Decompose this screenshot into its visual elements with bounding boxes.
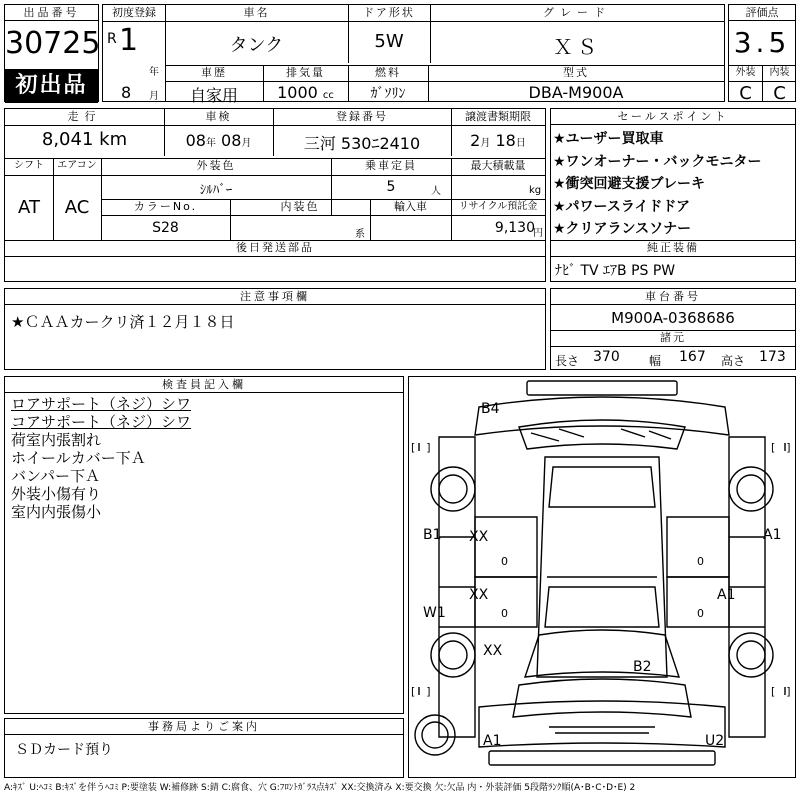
inspector-note: 室内内張傷小 <box>11 503 102 521</box>
displacement-label: 排気量 <box>286 66 325 79</box>
first-reg-label: 初度登録 <box>112 6 156 19</box>
office-label: 事務局よりご案内 <box>5 719 403 735</box>
inspection-year: 08 <box>185 131 206 150</box>
mileage-label: 走行 <box>67 110 102 123</box>
score-value: 3.5 <box>733 26 791 59</box>
inspector-note: 荷室内張割れ <box>11 431 102 449</box>
history-label: 車歴 <box>201 66 227 79</box>
chassis-label: 車台番号 <box>551 289 795 305</box>
plate-label: 登録番号 <box>336 110 388 123</box>
door-label: ドア形状 <box>363 6 415 19</box>
ext-color-value: ｼﾙﾊﾞｰ <box>199 183 233 198</box>
ext-color-label: 外装色 <box>196 159 236 172</box>
caution-value: ★ＣＡＡカークリ済１２月１８日 <box>11 313 235 331</box>
ext-score-label: 外装 <box>735 67 756 78</box>
mirror-bracket: [ ] <box>771 685 791 698</box>
mark-b1: B1 <box>423 527 442 543</box>
lot-label: 出品番号 <box>5 5 98 21</box>
inspection-year-unit: 年 <box>205 138 216 149</box>
mirror-bracket: [ ] <box>411 441 431 454</box>
plate-value: 三河 530ﾆ2410 <box>303 134 421 153</box>
first-reg-month-unit: 月 <box>149 91 159 102</box>
inspection-label: 車検 <box>205 110 232 123</box>
max-load-unit: kg <box>529 185 542 196</box>
inspector-note: コアサポート（ネジ）シワ <box>11 413 192 431</box>
mark-xx-2: XX <box>469 587 489 603</box>
first-listing-badge: 初出品 <box>5 69 98 103</box>
shift-label: シフト <box>14 160 44 171</box>
capacity-number: 5 <box>386 179 396 195</box>
later-parts-label: 後日発送部品 <box>236 241 314 254</box>
sales-point-item: ★パワースライドドア <box>553 198 691 215</box>
lot-block <box>4 4 99 102</box>
caution-block <box>4 288 546 370</box>
mark-zero: 0 <box>697 555 704 568</box>
detail-grid <box>4 108 546 282</box>
first-reg-year: 1 <box>119 23 139 58</box>
mark-w1: W1 <box>423 605 446 621</box>
aircon-label: エアコン <box>57 160 97 171</box>
inspector-label: 検査員記入欄 <box>5 377 403 393</box>
legend-text: A:ｷｽﾞ U:ﾍｺﾐ B:ｷｽﾞを伴うﾍｺﾐ P:要塗装 W:補修跡 S:錆 C:腐食、穴 G:ﾌﾛﾝﾄｶﾞﾗｽ点ｷｽﾞ XX:交換済み X:要交換 欠:欠品 内・外装評価 5段階ﾗﾝｸ順(A･B･C･D･E) 2 <box>4 783 636 793</box>
inspector-note: ロアサポート（ネジ）シワ <box>11 395 192 413</box>
aircon-value: AC <box>64 197 90 218</box>
displacement-number: 1000 <box>277 83 318 102</box>
transfer-month: 2 <box>470 131 481 150</box>
capacity-unit: 人 <box>431 186 441 197</box>
mark-b2: B2 <box>633 659 652 675</box>
mirror-bracket: [ ] <box>771 441 791 454</box>
mark-zero: 0 <box>501 607 508 620</box>
spec-width-label: 幅 <box>649 354 662 368</box>
color-no-value: S28 <box>152 220 179 236</box>
transfer-value <box>451 131 545 150</box>
inspector-note: 外装小傷有り <box>11 485 102 503</box>
chassis-block <box>550 288 796 370</box>
spec-height: 173 <box>759 349 786 365</box>
ext-score: C <box>739 83 752 104</box>
shift-value: AT <box>18 197 40 218</box>
mark-xx-1: XX <box>469 529 489 545</box>
mark-a1-right: A1 <box>763 527 782 543</box>
mileage-unit: km <box>99 129 128 150</box>
inspector-note: ホイールカバー下Ａ <box>11 449 146 467</box>
int-score-label: 内装 <box>769 67 790 78</box>
recycle-unit: 円 <box>533 228 543 239</box>
mark-xx-3: XX <box>483 643 503 659</box>
inspection-month-unit: 月 <box>241 138 252 149</box>
car-outline-diagram <box>409 377 795 777</box>
model-label: 型式 <box>563 66 589 79</box>
sales-points-block <box>550 108 796 282</box>
displacement-unit: cc <box>322 90 334 101</box>
office-value: ＳＤカード預り <box>15 742 113 758</box>
lot-number: 30725 <box>5 26 101 61</box>
transfer-day-unit: 日 <box>515 138 526 149</box>
recycle-label: リサイクル預託金 <box>458 201 538 212</box>
mark-zero: 0 <box>697 607 704 620</box>
inspector-block <box>4 376 404 714</box>
first-reg-era: R <box>107 31 117 47</box>
chassis-value: M900A-0368686 <box>611 309 735 327</box>
mark-b4: B4 <box>481 401 500 417</box>
mileage-number: 8,041 <box>41 129 94 150</box>
equipment-value: ﾅﾋﾞ TV ｴｱB PS PW <box>555 263 676 279</box>
sales-point-item: ★衝突回避支援ブレーキ <box>553 176 705 192</box>
grade-value: ＸＳ <box>553 35 601 59</box>
inspector-notes <box>11 395 191 521</box>
first-reg-year-unit: 年 <box>149 67 159 78</box>
inspection-month: 08 <box>221 131 242 150</box>
sales-points-list <box>553 128 762 241</box>
mark-u2: U2 <box>705 733 725 749</box>
sales-point-item: ★クリアランスソナー <box>553 221 692 237</box>
mileage-value <box>5 129 164 150</box>
recycle-number: 9,130 <box>494 220 535 236</box>
specs-label: 諸元 <box>660 331 686 344</box>
grade-label: グレード <box>543 6 611 19</box>
office-block <box>4 718 404 778</box>
transfer-label: 譲渡書類期限 <box>465 110 531 123</box>
inspector-note: バンパー下Ａ <box>11 467 100 485</box>
color-no-label: カラーNo. <box>133 200 198 213</box>
sales-point-item: ★ワンオーナー・バックモニター <box>553 153 762 170</box>
transfer-month-unit: 月 <box>480 138 491 149</box>
sales-point-item: ★ユーザー買取車 <box>553 131 664 147</box>
inspection-value <box>164 131 273 150</box>
door-value: 5W <box>374 31 404 52</box>
int-color-label: 内装色 <box>280 200 320 213</box>
spec-width: 167 <box>679 349 706 365</box>
mark-a1-bottom: A1 <box>483 733 502 749</box>
capacity-label: 乗車定員 <box>365 159 417 172</box>
sales-points-label: セールスポイント <box>551 109 795 125</box>
import-label: 輸入車 <box>394 200 427 213</box>
car-name-label: 車名 <box>243 6 270 19</box>
top-info-grid <box>102 4 725 105</box>
first-reg-month: 8 <box>121 83 132 102</box>
mark-a1-mid: A1 <box>717 587 736 603</box>
equipment-label: 純正装備 <box>647 241 699 254</box>
mirror-bracket: [ ] <box>411 685 431 698</box>
fuel-value: ｶﾞｿﾘﾝ <box>370 86 406 102</box>
caution-label: 注意事項欄 <box>5 289 545 305</box>
max-load-label: 最大積載量 <box>470 159 526 172</box>
score-label: 評価点 <box>729 5 795 21</box>
history-value: 自家用 <box>189 86 238 105</box>
transfer-day: 18 <box>495 131 516 150</box>
int-score: C <box>773 83 786 104</box>
spec-height-label: 高さ <box>721 354 746 368</box>
model-value: DBA-M900A <box>528 83 624 102</box>
damage-diagram <box>408 376 796 778</box>
fuel-label: 燃料 <box>375 66 401 79</box>
score-block <box>728 4 796 102</box>
mark-zero: 0 <box>501 555 508 568</box>
displacement-value <box>263 83 348 102</box>
spec-length: 370 <box>593 349 620 365</box>
car-name: タンク <box>229 35 284 56</box>
int-color-unit: 系 <box>355 229 365 240</box>
spec-length-label: 長さ <box>555 354 580 368</box>
